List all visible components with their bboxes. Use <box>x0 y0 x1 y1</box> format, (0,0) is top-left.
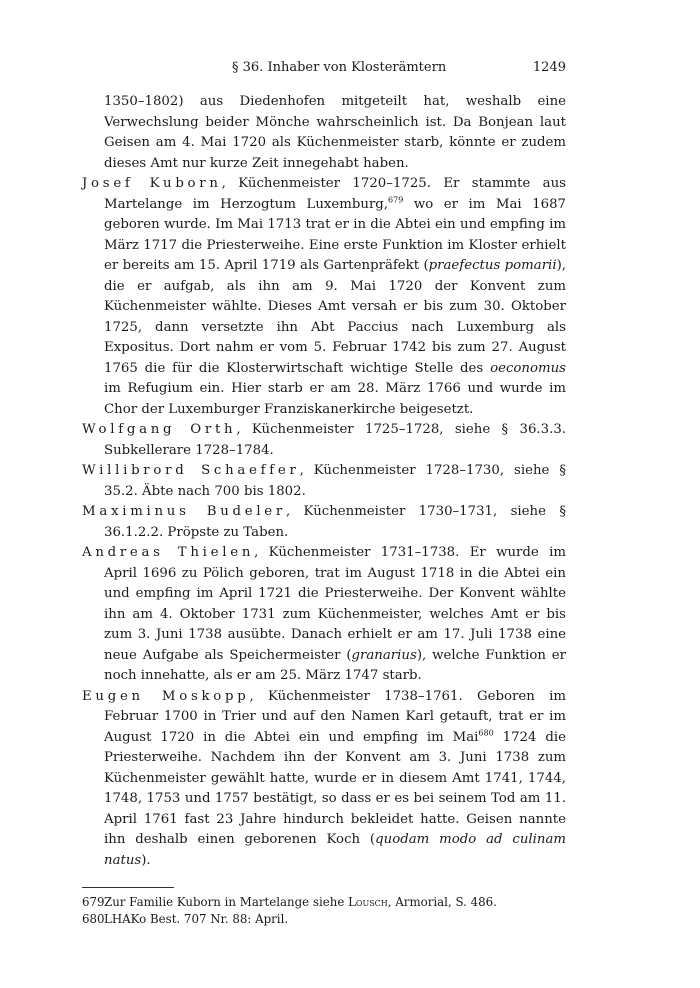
person-name: Wolfgang Orth <box>82 422 237 437</box>
entry-bonjean-continuation: 1350–1802) aus Diedenhofen mitgeteilt hat, weshalb eine Verwechslung beider Mönche wahrscheinlich ist. Da Bonjean laut Geisen am 4. Mai 1720 als Küchenmeister starb, könnte er zudem dieses Amt nur kurze Zeit innegehabt haben. <box>104 94 566 171</box>
footnotes <box>82 894 566 928</box>
running-title: § 36. Inhaber von Klosterämtern <box>232 60 447 75</box>
footnote-number: 680 <box>82 912 105 926</box>
footnote-ref[interactable]: 679 <box>388 195 404 205</box>
footnote-679: 679Zur Familie Kuborn in Martelange siehe Lousch, Armorial, S. 486. <box>82 895 497 909</box>
entry-andreas-thielen: Andreas Thielen, Küchenmeister 1731–1738. Er wurde im April 1696 zu Pölich geboren, trat im August 1718 in die Abtei ein und empfing im April 1721 die Priesterweihe. Der Konvent wählte ihn am 4. Oktober 1731 zum Küchenmeister, welches Amt er bis zum 3. Juni 1738 ausübte. Danach erhielt er am 17. Juli 1738 eine neue Aufgabe als Speichermeister (granarius), welche Funktion er noch innehatte, als er am 25. März 1747 starb. <box>82 545 567 683</box>
entry-wolfgang-orth: Wolfgang Orth, Küchenmeister 1725–1728, siehe § 36.3.3. Subkellerare 1728–1784. <box>82 422 567 458</box>
person-name: Maximinus Budeler <box>82 504 286 519</box>
person-name: Andreas Thielen <box>82 545 255 560</box>
running-head <box>82 58 566 78</box>
person-name: Eugen Moskopp <box>82 688 250 704</box>
entry-willibrord-schaeffer: Willibrord Schaeffer, Küchenmeister 1728–1730, siehe § 35.2. Äbte nach 700 bis 1802. <box>82 463 566 499</box>
entry-josef-kuborn: Josef Kuborn, Küchenmeister 1720–1725. Er stammte aus Martelange im Herzogtum Luxemburg,$^{679}$ wo er im Mai 1687 geboren wurde. Im Mai 1713 trat er in die Abtei ein und empfing im März 1717 die Priesterweihe. Eine erste Funktion im Kloster erhielt er bereits am 15. April 1719 als Gartenpräfekt (praefectus pomarii), die er aufgab, als ihn am 9. Mai 1720 der Konvent zum Küchenmeister wählte. Dieses Amt versah er bis zum 30. Oktober 1725, dann versetzte ihn Abt Paccius nach Luxemburg als Expositus. Dort nahm er vom 5. Februar 1742 bis zum 27. August 1765 die für die Klosterwirtschaft wichtige Stelle des oeconomus im Refugium ein. Hier starb er am 28. März 1766 und wurde im Chor der Luxemburger Franziskanerkirche beigesetzt. <box>82 176 566 417</box>
person-name: Willibrord Schaeffer <box>82 463 300 478</box>
footnote-ref[interactable]: 680 <box>478 728 494 738</box>
footnote-680: 680LHAKo Best. 707 Nr. 88: April. <box>82 912 289 926</box>
person-name: Josef Kuborn <box>82 176 222 191</box>
main-text <box>82 92 566 871</box>
document-page <box>82 58 566 928</box>
entry-eugen-moskopp: Eugen Moskopp, Küchenmeister 1738–1761. Geboren im Februar 1700 in Trier und auf den Namen Karl getauft, trat er im August 1720 in die Abtei ein und empfing im Mai$^{680}$ 1724 die Priesterweihe. Nachdem ihn der Konvent am 3. Juni 1738 zum Küchenmeister gewählt hatte, wurde er in diesem Amt 1741, 1744, 1748, 1753 und 1757 bestätigt, so dass er es bei seinem Tod am 11. April 1761 fast 23 Jahre hindurch bekleidet hatte. Geisen nannte ihn deshalb einen geborenen Koch (quodam modo ad culinam natus). <box>82 688 567 868</box>
entry-maximinus-budeler: Maximinus Budeler, Küchenmeister 1730–1731, siehe § 36.1.2.2. Pröpste zu Taben. <box>82 504 566 540</box>
footnote-number: 679 <box>82 895 105 909</box>
footnote-divider <box>82 887 174 888</box>
page-number: 1249 <box>532 60 566 75</box>
